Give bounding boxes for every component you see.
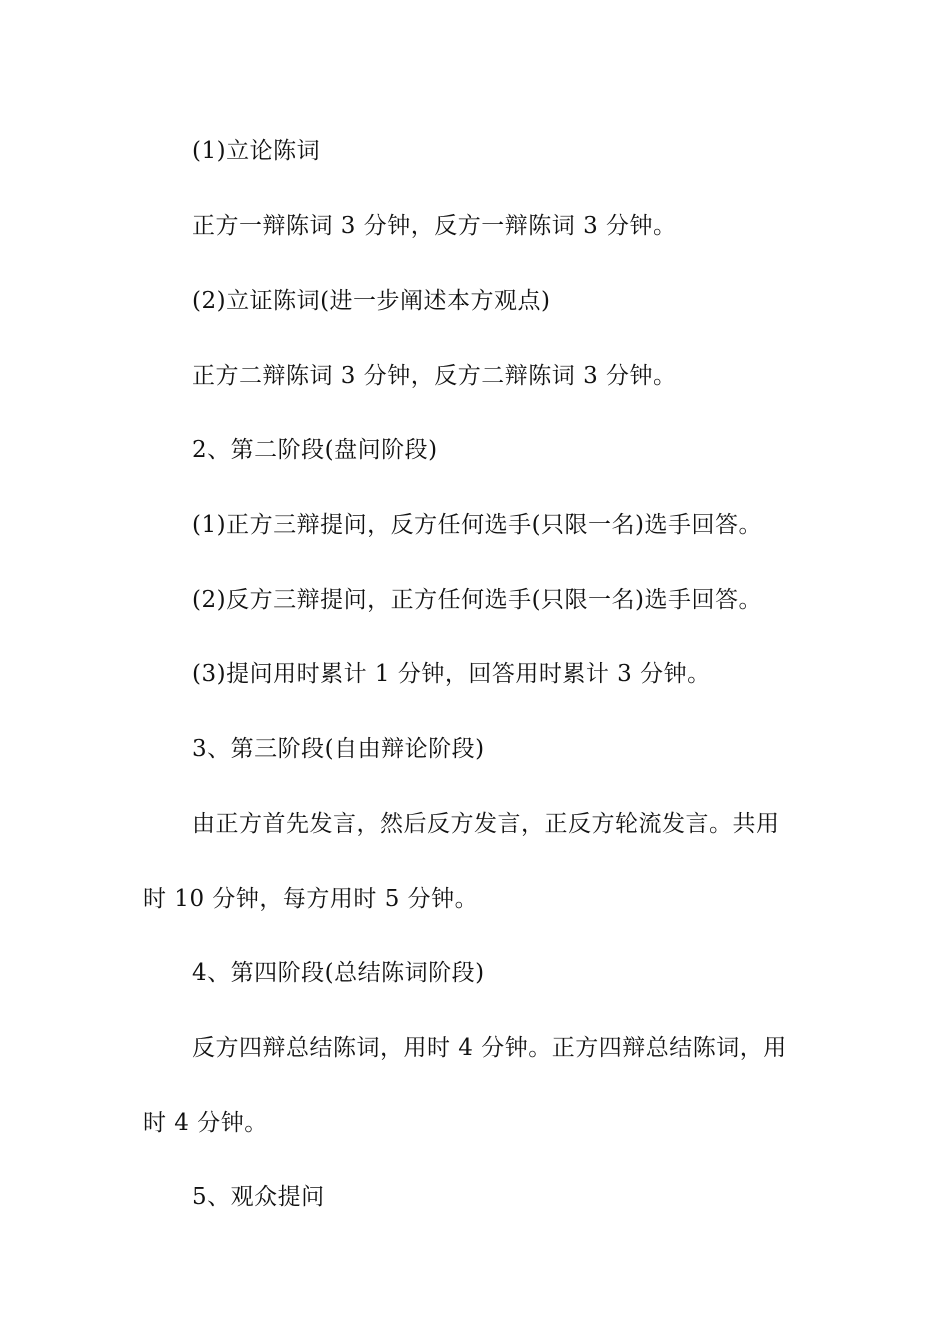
paragraph-closing-line1: 反方四辩总结陈词，用时 4 分钟。正方四辩总结陈词，用 <box>192 1035 787 1061</box>
paragraph-free-debate-line1: 由正方首先发言，然后反方发言，正反方轮流发言。共用 <box>192 811 780 837</box>
heading-audience-questions: 5、观众提问 <box>192 1184 325 1210</box>
paragraph-pro-question: (1)正方三辩提问，反方任何选手(只限一名)选手回答。 <box>192 512 763 538</box>
heading-stage-three: 3、第三阶段(自由辩论阶段) <box>192 736 485 762</box>
heading-argument-statement: (2)立证陈词(进一步阐述本方观点) <box>192 288 551 314</box>
paragraph-free-debate-line2: 时 10 分钟，每方用时 5 分钟。 <box>143 886 479 912</box>
paragraph-closing-line2: 时 4 分钟。 <box>143 1110 268 1136</box>
heading-stage-four: 4、第四阶段(总结陈词阶段) <box>192 960 485 986</box>
paragraph-first-debaters: 正方一辩陈词 3 分钟，反方一辩陈词 3 分钟。 <box>192 213 677 239</box>
paragraph-second-debaters: 正方二辩陈词 3 分钟，反方二辩陈词 3 分钟。 <box>192 363 677 389</box>
paragraph-con-question: (2)反方三辩提问，正方任何选手(只限一名)选手回答。 <box>192 587 763 613</box>
heading-stage-two: 2、第二阶段(盘问阶段) <box>192 437 438 463</box>
paragraph-question-time: (3)提问用时累计 1 分钟，回答用时累计 3 分钟。 <box>192 661 711 687</box>
heading-opening-statement: (1)立论陈词 <box>192 138 321 164</box>
